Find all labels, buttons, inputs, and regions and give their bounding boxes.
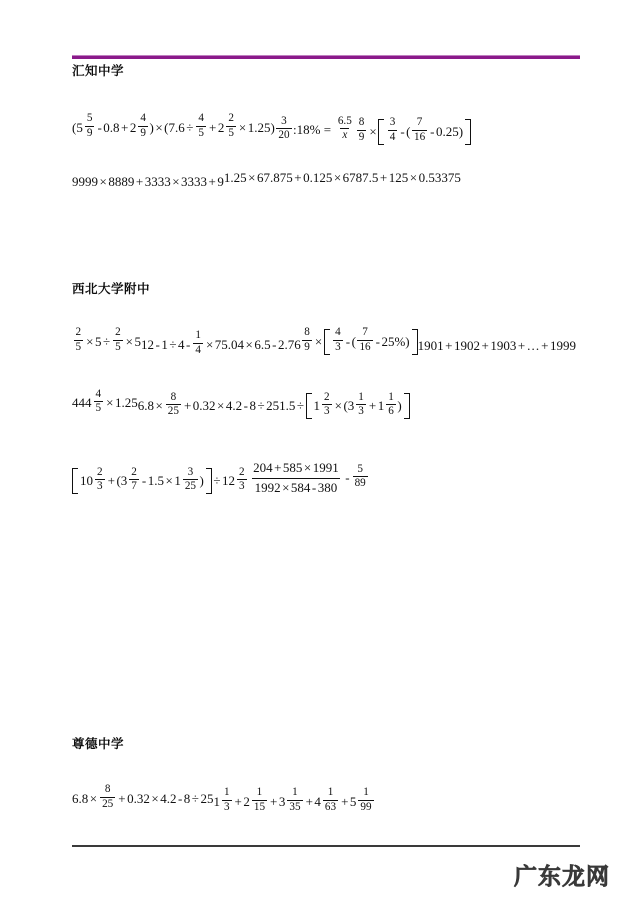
- math-token: 8: [249, 398, 256, 414]
- fraction-denominator: 63: [324, 800, 337, 813]
- fraction: [94, 389, 104, 415]
- fraction: [100, 784, 115, 810]
- mixed-number-whole: 2: [217, 119, 225, 135]
- math-operator: -: [311, 479, 317, 495]
- right-square-bracket: [412, 329, 418, 355]
- fraction-denominator: 9: [140, 126, 146, 139]
- math-operator: +: [368, 398, 377, 414]
- fraction-denominator: 35: [289, 800, 301, 813]
- fraction-numerator: 4: [335, 326, 341, 339]
- mixed-number-whole: 1: [174, 473, 181, 489]
- mixed-number: [313, 390, 334, 419]
- math-token: 1991: [312, 460, 339, 476]
- fraction-denominator: 3: [97, 480, 103, 493]
- math-operator: ×: [155, 119, 163, 135]
- fraction: [333, 327, 343, 353]
- math-token: 3333: [144, 173, 171, 189]
- math-operator: ×: [89, 790, 98, 806]
- math-token: 0.25): [436, 123, 464, 139]
- fraction: [358, 787, 373, 813]
- math-token: 12: [141, 336, 155, 352]
- math-token: 0.8: [103, 119, 120, 135]
- math-problem: [72, 387, 138, 416]
- mixed-number-whole: 1: [377, 398, 385, 414]
- left-square-bracket: [72, 468, 78, 494]
- math-problem: [137, 390, 280, 419]
- math-token: 1999: [550, 337, 576, 353]
- math-token: 25%): [381, 333, 410, 349]
- fraction: [226, 113, 236, 139]
- mixed-number: [349, 786, 375, 815]
- math-operator: +: [208, 173, 216, 189]
- math-operator: +: [341, 793, 349, 809]
- math-operator: ×: [334, 398, 342, 414]
- school-title: 汇知中学: [72, 63, 125, 78]
- math-token: 9999: [72, 173, 98, 189]
- fraction-numerator: 7: [416, 116, 423, 129]
- math-token: 5: [94, 333, 102, 349]
- math-operator: ÷: [186, 119, 194, 135]
- math-token: 25: [200, 790, 214, 806]
- fraction-denominator: 15: [253, 800, 266, 813]
- bracket-group: [306, 392, 410, 420]
- site-watermark: 广东龙网: [514, 863, 610, 890]
- math-operator: +: [481, 337, 489, 353]
- right-square-bracket: [465, 119, 471, 145]
- math-token: 67.875: [256, 169, 293, 185]
- fraction-numerator: 2: [97, 465, 103, 478]
- math-token: 1902: [453, 337, 480, 353]
- math-operator: +: [379, 169, 388, 185]
- math-token: 7.6: [168, 119, 185, 135]
- fraction-numerator: 4: [140, 112, 146, 125]
- top-divider-rule: [72, 55, 580, 59]
- mixed-number: [120, 465, 141, 494]
- fraction: [193, 330, 203, 356]
- math-token: 1.25: [223, 169, 247, 185]
- fraction: [323, 787, 338, 813]
- right-square-bracket: [404, 393, 410, 419]
- math-token: (: [406, 123, 411, 139]
- school-section-xibei: [72, 280, 580, 496]
- fraction-denominator: 4: [389, 130, 396, 143]
- fraction-denominator: 3: [358, 405, 364, 418]
- math-operator: +: [294, 169, 302, 185]
- math-token: 5: [134, 333, 142, 349]
- bracket-group: [72, 467, 212, 495]
- fraction: [357, 117, 367, 143]
- math-problem: [72, 112, 275, 141]
- mixed-number: [377, 390, 398, 419]
- math-problem: [224, 170, 461, 186]
- left-square-bracket: [324, 329, 330, 355]
- math-token: (: [116, 473, 121, 489]
- fraction-denominator: 20: [278, 129, 290, 142]
- fraction: [95, 467, 105, 493]
- math-problem: [213, 786, 375, 815]
- math-operator: ×: [106, 395, 114, 411]
- math-token: 6.8: [72, 790, 89, 806]
- math-operator: +: [135, 173, 144, 189]
- math-operator: -: [272, 336, 277, 352]
- math-operator: ×: [333, 169, 342, 185]
- math-problem: [301, 328, 418, 356]
- mixed-number-whole: 3: [347, 398, 355, 414]
- math-operator: +: [107, 473, 115, 489]
- mixed-number-whole: 444: [72, 395, 92, 411]
- fraction-denominator: 3: [223, 800, 230, 813]
- fraction-numerator: 2: [238, 465, 245, 478]
- mixed-number: [314, 786, 339, 815]
- mixed-number: [278, 786, 304, 815]
- math-token: 0.53375: [418, 169, 461, 185]
- math-token: 204: [253, 460, 273, 476]
- math-operator: -: [155, 336, 160, 352]
- math-token: ): [397, 398, 402, 414]
- math-operator: ×: [165, 473, 173, 489]
- math-operator: ×: [314, 333, 323, 349]
- left-square-bracket: [378, 119, 384, 145]
- fraction: [356, 392, 366, 418]
- math-operator: ×: [303, 460, 312, 476]
- math-operator: ÷: [213, 473, 221, 489]
- fraction-numerator: 7: [362, 326, 368, 339]
- math-token: 0.32: [127, 790, 150, 806]
- fraction-denominator: 89: [354, 477, 366, 490]
- math-operator: ×: [151, 790, 159, 806]
- math-operator: +: [270, 793, 278, 809]
- mixed-number-whole: 1: [213, 793, 220, 809]
- fraction-numerator: 4: [198, 112, 204, 125]
- math-token: :18% =: [293, 122, 335, 138]
- math-operator: ×: [172, 173, 180, 189]
- math-operator: ÷: [169, 336, 177, 352]
- math-operator: +: [183, 398, 192, 414]
- mixed-number-whole: 5: [76, 119, 83, 135]
- math-problem: [141, 329, 222, 358]
- mixed-number: [213, 786, 233, 815]
- mixed-number: [129, 112, 150, 141]
- mixed-number: [80, 465, 106, 494]
- fraction-denominator: 9: [86, 126, 93, 139]
- fraction-numerator: 1: [223, 786, 230, 799]
- mixed-number-whole: 2: [129, 119, 137, 135]
- fraction-denominator: 9: [304, 340, 310, 353]
- mixed-number: [76, 112, 96, 141]
- math-token: 25: [266, 398, 280, 414]
- math-token: 1903: [490, 337, 517, 353]
- math-operator: +: [208, 119, 217, 135]
- fraction-numerator: 8: [358, 116, 365, 129]
- fraction-denominator: 99: [360, 800, 372, 813]
- math-token: 5.04: [221, 336, 245, 352]
- fraction-denominator: 5: [228, 126, 234, 139]
- fraction-numerator: 3: [281, 114, 287, 127]
- math-operator: ×: [205, 336, 214, 352]
- fraction: [276, 116, 291, 142]
- math-operator: ×: [409, 169, 418, 185]
- math-problem: [72, 174, 224, 190]
- mixed-number-whole: 10: [80, 473, 93, 489]
- math-operator: ×: [99, 173, 107, 189]
- fraction: [302, 327, 312, 353]
- fraction-numerator: 6.5: [337, 114, 352, 127]
- mixed-number: [217, 112, 238, 141]
- math-token: 7: [214, 336, 222, 352]
- problem-list: [72, 298, 580, 496]
- fraction-numerator: 8: [170, 390, 177, 403]
- fraction-numerator: 5: [86, 112, 93, 125]
- bracket-group-body: [332, 326, 410, 355]
- fraction: [222, 787, 232, 813]
- fraction: [129, 467, 139, 493]
- math-operator: ÷: [296, 398, 305, 414]
- math-problem: [248, 460, 369, 496]
- stacked-expression-fraction: [250, 460, 342, 496]
- fraction-numerator: 1: [292, 786, 298, 799]
- bracket-group: [378, 118, 471, 146]
- math-token: 0.125: [303, 169, 333, 185]
- math-operator: ×: [217, 398, 225, 414]
- math-problem: [72, 326, 142, 355]
- fraction-numerator: 2: [324, 390, 330, 403]
- fraction: [287, 787, 302, 813]
- fraction: [113, 327, 123, 353]
- fraction: [237, 467, 247, 493]
- fraction-numerator: 4: [95, 387, 102, 400]
- math-operator: +: [305, 793, 313, 809]
- math-token: 1.25): [247, 119, 275, 135]
- math-token: 1992: [254, 479, 281, 495]
- problem-list: [72, 80, 580, 191]
- fraction: [74, 327, 84, 353]
- fraction-numerator: 1: [256, 786, 263, 799]
- math-token: 125: [388, 169, 409, 185]
- fraction: [85, 113, 95, 139]
- math-operator: ×: [248, 169, 256, 185]
- math-token: 4: [178, 336, 185, 352]
- math-operator: +: [517, 337, 526, 353]
- math-operator: ÷: [257, 398, 265, 414]
- school-section-zunde: [72, 735, 580, 815]
- math-token: (: [164, 119, 169, 135]
- math-token: ): [149, 119, 154, 135]
- fraction-numerator: 1: [327, 786, 334, 799]
- math-operator: -: [345, 333, 351, 349]
- math-operator: ×: [369, 123, 377, 139]
- fraction: [196, 113, 206, 139]
- fraction-denominator: 25: [102, 797, 114, 810]
- math-problem: [221, 337, 300, 353]
- math-token: 3333: [181, 173, 208, 189]
- mixed-number-whole: 5: [349, 793, 357, 809]
- math-token: 2.76: [277, 336, 301, 352]
- math-operator: +: [274, 460, 282, 476]
- fraction-denominator: 5: [115, 340, 121, 353]
- mixed-number-whole: 1: [313, 398, 321, 414]
- math-operator: -: [375, 333, 380, 349]
- fraction-denominator: 16: [359, 340, 371, 353]
- fraction-numerator: 2: [228, 112, 234, 125]
- mixed-number-whole: 12: [221, 473, 235, 489]
- school-section-huizhi: [72, 62, 580, 190]
- math-problem: [355, 118, 471, 146]
- math-operator: -: [97, 119, 102, 135]
- math-operator: -: [177, 790, 183, 806]
- fraction: [322, 392, 332, 418]
- bracket-group-body: [386, 116, 464, 145]
- fraction: [412, 117, 427, 143]
- math-token: (: [343, 398, 348, 414]
- math-token: 8: [183, 790, 191, 806]
- fraction-denominator: 5: [198, 126, 204, 139]
- math-token: …: [526, 337, 540, 353]
- mixed-number-whole: 4: [314, 793, 321, 809]
- fraction-denominator: 5: [95, 402, 102, 415]
- school-title: 西北大学附中: [72, 281, 151, 296]
- math-token: (: [351, 333, 356, 349]
- fraction: [183, 467, 198, 493]
- mixed-number: [243, 786, 268, 815]
- bottom-divider-rule: [72, 845, 580, 847]
- stacked-fraction-numerator: [250, 460, 342, 477]
- math-operator: ×: [155, 398, 163, 414]
- math-token: 584: [290, 479, 311, 495]
- math-operator: -: [243, 398, 248, 414]
- math-token: 585: [282, 460, 303, 476]
- fraction-numerator: 8: [304, 326, 310, 339]
- fraction-denominator: 3: [238, 480, 245, 493]
- fraction-numerator: 3: [187, 465, 194, 478]
- stacked-fraction-denominator: [252, 478, 341, 496]
- math-operator: ×: [245, 336, 253, 352]
- mixed-number-whole: 3: [278, 793, 286, 809]
- fraction: [357, 327, 372, 353]
- math-operator: +: [121, 119, 129, 135]
- math-token: 6.8: [137, 398, 154, 414]
- math-token: 8889: [108, 173, 135, 189]
- math-token: 1.5: [279, 398, 296, 414]
- math-problem: [279, 392, 410, 420]
- math-operator: -: [345, 470, 350, 486]
- fraction-denominator: 4: [195, 343, 201, 356]
- fraction: [138, 113, 148, 139]
- fraction: [166, 392, 181, 418]
- math-problem: [275, 114, 355, 143]
- fraction-numerator: 8: [104, 783, 111, 796]
- mixed-number-whole: 2: [243, 793, 250, 809]
- fraction-denominator: 5: [75, 340, 82, 353]
- bracket-group: [324, 328, 418, 356]
- fraction: [252, 787, 267, 813]
- fraction-denominator: 25: [184, 480, 196, 493]
- fraction-numerator: 1: [195, 329, 201, 342]
- mixed-number-whole: 3: [120, 473, 128, 489]
- math-operator: ÷: [102, 333, 111, 349]
- math-operator: +: [118, 790, 126, 806]
- fraction: [386, 392, 396, 418]
- math-operator: ÷: [191, 790, 199, 806]
- fraction: [336, 116, 354, 142]
- math-operator: -: [430, 123, 435, 139]
- math-operator: +: [541, 337, 549, 353]
- school-title: 尊德中学: [72, 736, 125, 751]
- bracket-group-body: [80, 465, 204, 494]
- fraction-denominator: 9: [358, 130, 365, 143]
- math-problem: [72, 783, 214, 812]
- math-operator: ×: [238, 119, 247, 135]
- fraction-numerator: 1: [388, 390, 394, 403]
- fraction-numerator: 5: [357, 462, 363, 475]
- math-problem: [72, 467, 248, 495]
- math-token: (: [72, 119, 77, 135]
- left-square-bracket: [306, 393, 312, 419]
- math-token: 380: [317, 479, 338, 495]
- fraction-numerator: 2: [115, 326, 121, 339]
- math-operator: ×: [125, 333, 134, 349]
- fraction-denominator: 25: [167, 405, 179, 418]
- math-operator: -: [186, 336, 191, 352]
- fraction-numerator: 3: [389, 116, 396, 129]
- math-token: 1: [161, 336, 168, 352]
- math-operator: +: [445, 337, 453, 353]
- math-operator: ×: [282, 479, 290, 495]
- fraction-numerator: 2: [131, 465, 137, 478]
- math-token: 9: [217, 173, 224, 189]
- math-operator: +: [234, 793, 242, 809]
- math-token: 6787.5: [342, 169, 379, 185]
- math-operator: -: [141, 473, 147, 489]
- fraction-numerator: 1: [363, 786, 369, 799]
- math-problem: [418, 338, 576, 354]
- fraction-denominator: 6: [388, 405, 394, 418]
- fraction-denominator: 16: [414, 130, 426, 143]
- math-token: 4.2: [225, 398, 243, 414]
- math-token: 1901: [417, 337, 444, 353]
- math-token: 0.32: [192, 398, 216, 414]
- math-token: 1.25: [114, 395, 138, 411]
- math-token: ): [199, 473, 204, 489]
- math-token: 4.2: [160, 790, 177, 806]
- fraction-denominator: 7: [131, 480, 137, 493]
- fraction: [388, 117, 398, 143]
- math-token: 6.5: [254, 336, 271, 352]
- right-square-bracket: [206, 468, 212, 494]
- fraction-numerator: 2: [75, 326, 82, 339]
- math-operator: -: [400, 123, 405, 139]
- math-operator: ×: [86, 333, 94, 349]
- math-token: 1.5: [147, 473, 164, 489]
- fraction-numerator: 1: [358, 390, 364, 403]
- mixed-number: [72, 387, 105, 416]
- fraction-denominator: x: [342, 129, 348, 142]
- bracket-group-body: [313, 390, 402, 419]
- mixed-number: [347, 390, 368, 419]
- mixed-number: [174, 465, 199, 494]
- problem-list: [72, 753, 580, 815]
- fraction-denominator: 3: [324, 405, 330, 418]
- fraction: [353, 464, 368, 490]
- fraction-denominator: 3: [335, 340, 341, 353]
- mixed-number: [221, 465, 248, 494]
